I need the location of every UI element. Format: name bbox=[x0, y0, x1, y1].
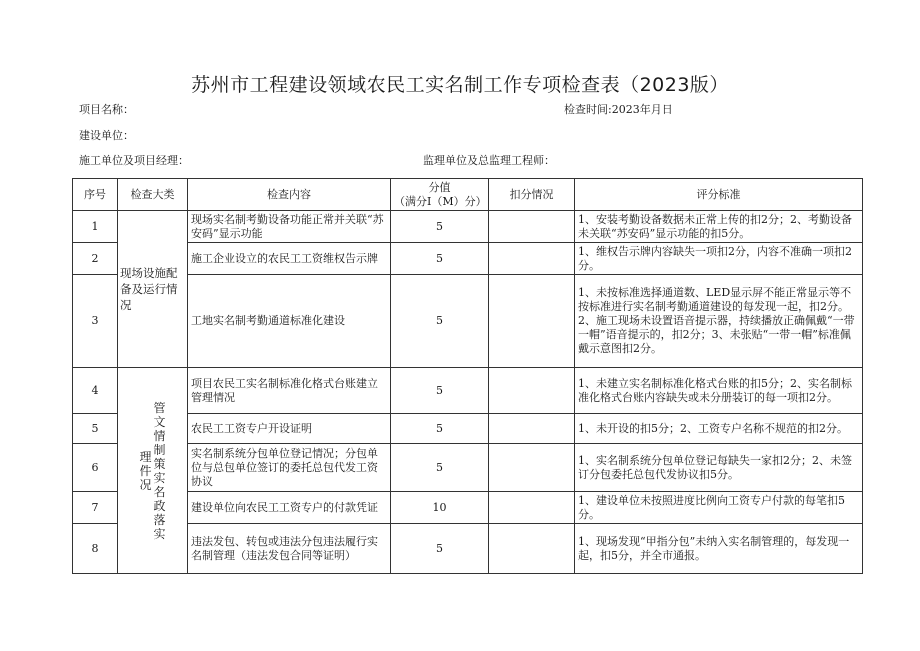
row-score: 5 bbox=[391, 524, 489, 574]
category-cell-management bbox=[118, 368, 188, 574]
row-content: 建设单位向农民工工资专户的付款凭证 bbox=[188, 492, 391, 524]
row-score: 5 bbox=[391, 414, 489, 444]
row-deduction bbox=[489, 368, 575, 414]
header-deduction: 扣分情况 bbox=[489, 179, 575, 211]
row-score: 5 bbox=[391, 243, 489, 275]
header-content: 检查内容 bbox=[188, 179, 391, 211]
row-criteria: 1、未开设的扣5分；2、工资专户名称不规范的扣2分。 bbox=[575, 414, 863, 444]
category-management-right: 管文情制策实名政落实 bbox=[153, 400, 166, 541]
row-seq: 2 bbox=[73, 243, 118, 275]
table-row bbox=[73, 211, 863, 243]
header-category: 检查大类 bbox=[118, 179, 188, 211]
row-seq: 1 bbox=[73, 211, 118, 243]
row-content: 实名制系统分包单位登记情况；分包单位与总包单位签订的委托总包代发工资协议 bbox=[188, 444, 391, 492]
row-criteria: 1、实名制系统分包单位登记每缺失一家扣2分；2、未签订分包委托总包代发协议扣5分。 bbox=[575, 444, 863, 492]
row-score: 5 bbox=[391, 275, 489, 368]
row-deduction bbox=[489, 524, 575, 574]
header-criteria: 评分标准 bbox=[575, 179, 863, 211]
project-name-label: 项目名称： bbox=[79, 103, 134, 116]
row-deduction bbox=[489, 444, 575, 492]
contractor-label: 施工单位及项目经理： bbox=[79, 154, 189, 167]
table-row bbox=[73, 414, 863, 444]
row-seq: 3 bbox=[73, 275, 118, 368]
row-seq: 4 bbox=[73, 368, 118, 414]
page-title: 苏州市工程建设领域农民工实名制工作专项检查表（2023版） bbox=[191, 74, 729, 96]
inspection-time-label: 检查时间:2023年月日 bbox=[564, 103, 673, 116]
row-seq: 5 bbox=[73, 414, 118, 444]
row-criteria: 1、现场发现“甲指分包”未纳入实名制管理的，每发现一起，扣5分，并全市通报。 bbox=[575, 524, 863, 574]
row-score: 5 bbox=[391, 444, 489, 492]
construction-unit-label: 建设单位： bbox=[79, 129, 134, 142]
row-content: 施工企业设立的农民工工资维权告示牌 bbox=[188, 243, 391, 275]
table-row bbox=[73, 368, 863, 414]
row-criteria: 1、维权告示牌内容缺失一项扣2分，内容不准确一项扣2分。 bbox=[575, 243, 863, 275]
row-seq: 7 bbox=[73, 492, 118, 524]
row-seq: 8 bbox=[73, 524, 118, 574]
row-content: 违法发包、转包或违法分包违法履行实名制管理（违法发包合同等证明） bbox=[188, 524, 391, 574]
header-seq: 序号 bbox=[73, 179, 118, 211]
row-content: 农民工工资专户开设证明 bbox=[188, 414, 391, 444]
category-management-left: 理件况 bbox=[139, 449, 152, 492]
table-header-row bbox=[73, 179, 863, 211]
table-row bbox=[73, 492, 863, 524]
row-deduction bbox=[489, 414, 575, 444]
row-content: 项目农民工实名制标准化格式台账建立管理情况 bbox=[188, 368, 391, 414]
table-row bbox=[73, 444, 863, 492]
header-score-line2: （满分Ⅰ（M）分） bbox=[394, 194, 487, 208]
row-content: 现场实名制考勤设备功能正常并关联“苏安码”显示功能 bbox=[188, 211, 391, 243]
header-score bbox=[391, 179, 489, 211]
row-criteria: 1、安装考勤设备数据未正常上传的扣2分；2、考勤设备未关联“苏安码”显示功能的扣5分。 bbox=[575, 211, 863, 243]
row-score: 5 bbox=[391, 211, 489, 243]
table-row bbox=[73, 275, 863, 368]
row-deduction bbox=[489, 243, 575, 275]
row-deduction bbox=[489, 211, 575, 243]
row-criteria: 1、建设单位未按照进度比例向工资专户付款的每笔扣5分。 bbox=[575, 492, 863, 524]
row-deduction bbox=[489, 275, 575, 368]
supervisor-label: 监理单位及总监理工程师： bbox=[423, 154, 555, 167]
row-content: 工地实名制考勤通道标准化建设 bbox=[188, 275, 391, 368]
row-score: 10 bbox=[391, 492, 489, 524]
table-row bbox=[73, 524, 863, 574]
row-criteria: 1、未按标准选择通道数、LED显示屏不能正常显示等不按标准进行实名制考勤通道建设的每发现一起，扣2分。2、施工现场未设置语音提示器，持续播放正确佩戴“一带一帽”语音提示的，扣2分；3、未张贴“一带一帽”标准佩戴示意图扣2分。 bbox=[575, 275, 863, 368]
row-criteria: 1、未建立实名制标准化格式台账的扣5分；2、实名制标准化格式台账内容缺失或未分册装订的每一项扣2分。 bbox=[575, 368, 863, 414]
row-seq: 6 bbox=[73, 444, 118, 492]
row-deduction bbox=[489, 492, 575, 524]
header-score-line1: 分值 bbox=[428, 180, 451, 194]
row-score: 5 bbox=[391, 368, 489, 414]
category-cell-facilities: 现场设施配备及运行情况 bbox=[118, 211, 188, 368]
inspection-table bbox=[72, 178, 863, 574]
table-row bbox=[73, 243, 863, 275]
